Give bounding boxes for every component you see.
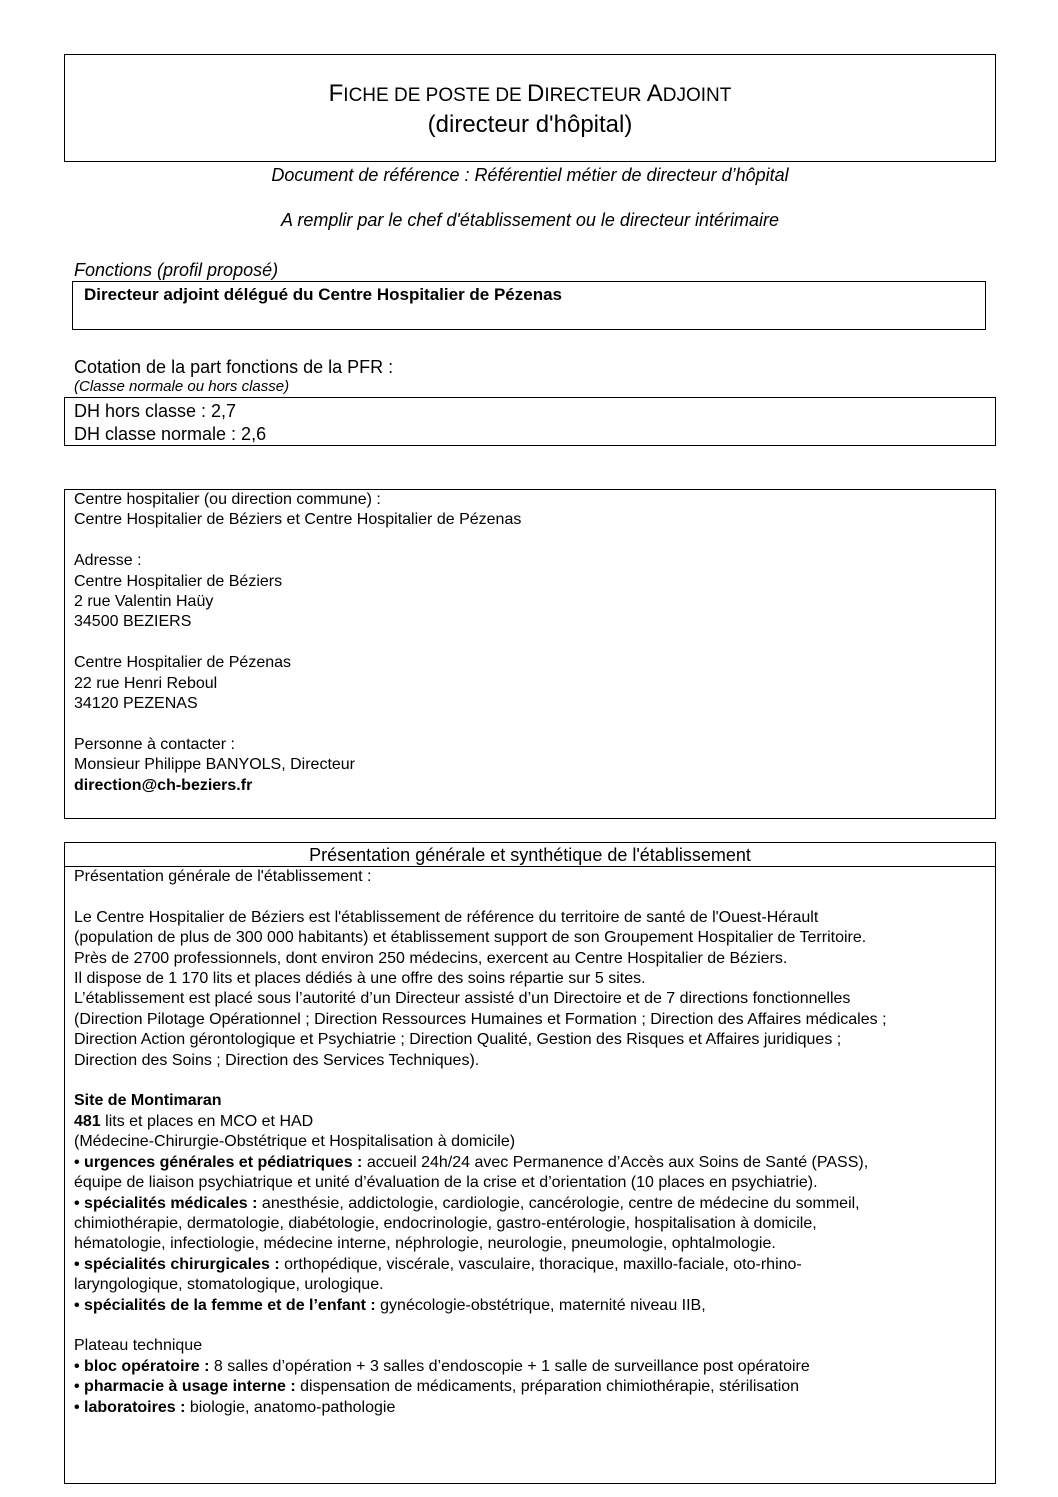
medicales-line2: chimiothérapie, dermatologie, diabétologie, endocrinologie, gastro-entérologie, hospitalisation à domicile, xyxy=(74,1214,817,1232)
etablissement-line: Monsieur Philippe BANYOLS, Directeur xyxy=(74,756,356,774)
paragraph-line: Près de 2700 professionnels, dont environ 250 médecins, exercent au Centre Hospitalier de Béziers. xyxy=(74,949,788,967)
etablissement-line: 34120 PEZENAS xyxy=(74,695,198,713)
etablissement-line xyxy=(74,714,521,734)
site-description: (Médecine-Chirurgie-Obstétrique et Hospitalisation à domicile) xyxy=(74,1133,516,1151)
etablissement-line: Centre Hospitalier de Béziers xyxy=(74,572,283,590)
bloc-item: • bloc opératoire : 8 salles d’opération + 3 salles d’endoscopie + 1 salle de surveillance post opératoire xyxy=(74,1357,810,1375)
pharmacie-item: • pharmacie à usage interne : dispensation de médicaments, préparation chimiothérapie, stérilisation xyxy=(74,1378,800,1396)
document-title: FICHE DE POSTE DE DIRECTEUR ADJOINT xyxy=(328,80,732,107)
etablissement-line xyxy=(74,531,521,551)
femme-enfant-item: • spécialités de la femme et de l’enfant : gynécologie-obstétrique, maternité niveau IIB, xyxy=(74,1296,706,1314)
site-title: Site de Montimaran xyxy=(74,1092,222,1110)
contact-email: direction@ch-beziers.fr xyxy=(74,776,253,794)
etablissement-line: Centre Hospitalier de Béziers et Centre Hospitalier de Pézenas xyxy=(74,511,522,529)
paragraph-line: Direction Action gérontologique et Psychiatrie ; Direction Qualité, Gestion des Risques et Affaires juridiques ; xyxy=(74,1031,842,1049)
site-count: 481 lits et places en MCO et HAD xyxy=(74,1112,314,1130)
cotation-sublabel: (Classe normale ou hors classe) xyxy=(74,378,290,395)
presentation-content xyxy=(74,867,887,1418)
presentation-heading: Présentation générale et synthétique de l'établissement xyxy=(309,845,751,865)
etablissement-line: 34500 BEZIERS xyxy=(74,613,192,631)
paragraph-line: Direction des Soins ; Direction des Services Techniques). xyxy=(74,1051,480,1069)
paragraph-line: L’établissement est placé sous l’autorité d’un Directeur assisté d’un Directoire et de 7 directions fonctionnelles xyxy=(74,990,851,1008)
fill-instruction: A remplir par le chef d'établissement ou le directeur intérimaire xyxy=(281,210,779,230)
cotation-hors-classe: DH hors classe : 2,7 xyxy=(74,401,237,421)
laboratoires-item: • laboratoires : biologie, anatomo-pathologie xyxy=(74,1398,396,1416)
cotation-classe-normale: DH classe normale : 2,6 xyxy=(74,424,267,444)
paragraph-line: (population de plus de 300 000 habitants) et établissement support de son Groupement Hospitalier de Territoire. xyxy=(74,929,867,947)
medicales-line3: hématologie, infectiologie, médecine interne, néphrologie, neurologie, pneumologie, ophtalmologie. xyxy=(74,1235,776,1253)
urgences-line2: équipe de liaison psychiatrique et unité d’évaluation de la crise et d’orientation (10 places en psychiatrie). xyxy=(74,1174,818,1192)
etablissement-line: 22 rue Henri Reboul xyxy=(74,674,218,692)
etablissement-details xyxy=(74,490,521,796)
etablissement-line: Centre Hospitalier de Pézenas xyxy=(74,654,292,672)
chirurgicales-item: • spécialités chirurgicales : orthopédique, viscérale, vasculaire, thoracique, maxillo-faciale, oto-rhino- xyxy=(74,1255,802,1273)
etablissement-line: Centre hospitalier (ou direction commune) : xyxy=(74,491,381,508)
paragraph-line: Il dispose de 1 170 lits et places dédiés à une offre des soins répartie sur 5 sites. xyxy=(74,970,646,988)
medicales-item: • spécialités médicales : anesthésie, addictologie, cardiologie, cancérologie, centre de médecine du sommeil, xyxy=(74,1194,860,1212)
plateau-title: Plateau technique xyxy=(74,1337,203,1355)
document-subtitle: (directeur d'hôpital) xyxy=(427,111,633,138)
paragraph-line: (Direction Pilotage Opérationnel ; Direction Ressources Humaines et Formation ; Direction des Affaires médicales ; xyxy=(74,1010,887,1028)
paragraph-line: Le Centre Hospitalier de Béziers est l'établissement de référence du territoire de santé de l'Ouest-Hérault xyxy=(74,908,819,926)
etablissement-line xyxy=(74,633,521,653)
reference-line: Document de référence : Référentiel métier de directeur d’hôpital xyxy=(271,165,789,185)
presentation-intro: Présentation générale de l'établissement : xyxy=(74,868,372,885)
urgences-item: • urgences générales et pédiatriques : accueil 24h/24 avec Permanence d’Accès aux Soins de Santé (PASS), xyxy=(74,1153,869,1171)
fonctions-label: Fonctions (profil proposé) xyxy=(74,260,279,280)
etablissement-line: 2 rue Valentin Haüy xyxy=(74,593,214,611)
etablissement-line: Adresse : xyxy=(74,552,142,570)
chirurgicales-line2: laryngologique, stomatologique, urologique. xyxy=(74,1276,384,1294)
fonctions-value: Directeur adjoint délégué du Centre Hospitalier de Pézenas xyxy=(84,285,563,304)
cotation-label: Cotation de la part fonctions de la PFR : xyxy=(74,357,394,377)
etablissement-line: Personne à contacter : xyxy=(74,735,235,753)
